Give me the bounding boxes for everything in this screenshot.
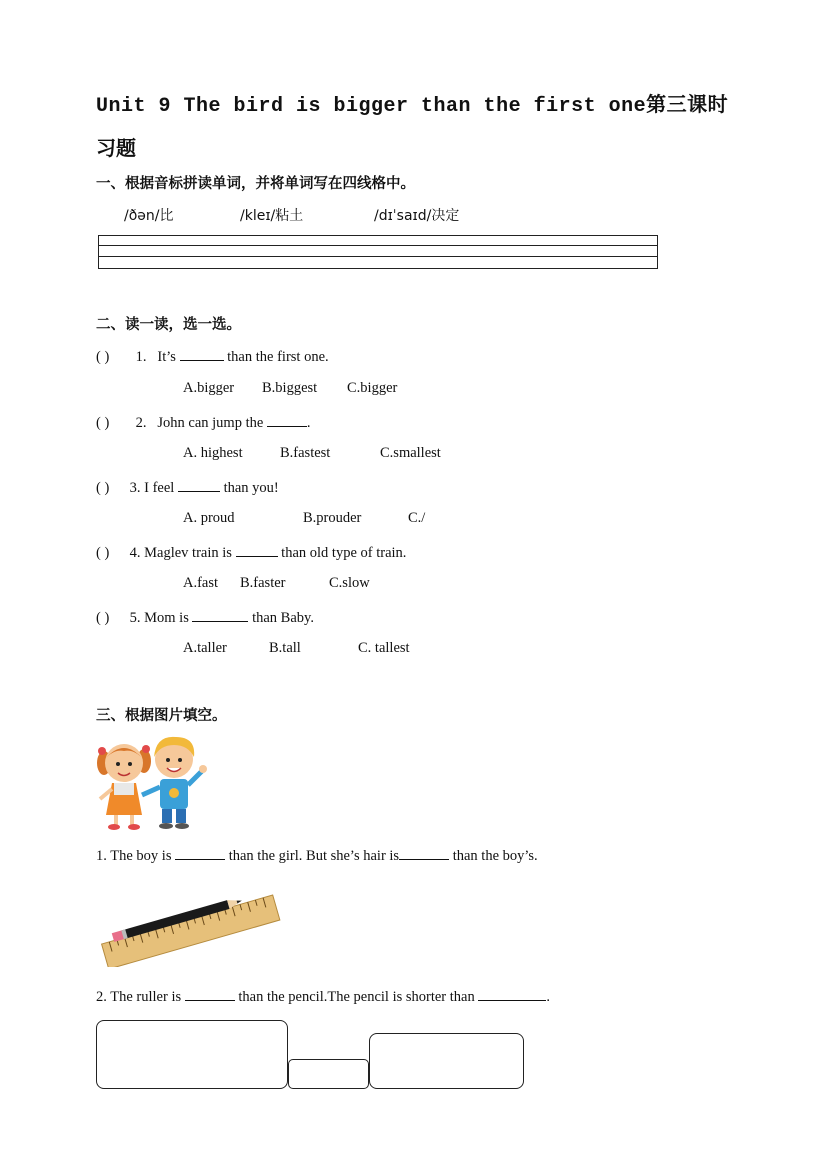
option-a[interactable]: A.bigger bbox=[183, 380, 235, 396]
title-chinese: 第三课时 bbox=[646, 92, 729, 116]
fill-question-2: 2. The ruller is than the pencil.The pencil is shorter than . bbox=[96, 986, 550, 1006]
answer-parentheses[interactable]: ( ) bbox=[96, 610, 110, 626]
answer-blank[interactable] bbox=[175, 845, 225, 860]
option-b[interactable]: B.fastest bbox=[280, 445, 331, 461]
question-4: ( ) 4. Maglev train is than old type of train. bbox=[96, 542, 406, 562]
phonetic-item: /dɪˈsaɪd/决定 bbox=[374, 208, 460, 224]
option-b[interactable]: B.faster bbox=[240, 575, 286, 591]
option-a[interactable]: A.fast bbox=[183, 575, 219, 591]
grid-left-edge bbox=[98, 235, 99, 268]
answer-parentheses[interactable]: ( ) bbox=[96, 415, 110, 431]
option-a[interactable]: A. proud bbox=[183, 510, 235, 526]
grid-right-edge bbox=[657, 235, 658, 268]
grid-line bbox=[98, 235, 658, 236]
title-continuation: 习题 bbox=[96, 136, 136, 160]
grid-line bbox=[98, 268, 658, 269]
answer-blank[interactable] bbox=[178, 477, 220, 492]
question-2: ( ) 2. John can jump the . bbox=[96, 412, 311, 432]
answer-blank[interactable] bbox=[399, 845, 449, 860]
section1-heading: 一、根据音标拼读单词，并将单词写在四线格中。 bbox=[96, 176, 415, 192]
answer-blank[interactable] bbox=[192, 607, 248, 622]
girl-figure bbox=[97, 744, 151, 830]
grid-line bbox=[98, 245, 658, 246]
answer-blank[interactable] bbox=[236, 542, 278, 557]
children-illustration bbox=[94, 733, 210, 833]
answer-blank[interactable] bbox=[180, 346, 224, 361]
phonetic-item: /kleɪ/粘土 bbox=[240, 208, 304, 224]
medium-answer-box[interactable] bbox=[369, 1033, 524, 1089]
large-answer-box[interactable] bbox=[96, 1020, 288, 1089]
answer-blank[interactable] bbox=[185, 986, 235, 1001]
option-c[interactable]: C.smallest bbox=[380, 445, 441, 461]
answer-parentheses[interactable]: ( ) bbox=[96, 349, 110, 365]
option-c[interactable]: C.slow bbox=[329, 575, 370, 591]
section2-heading: 二、读一读，选一选。 bbox=[96, 317, 241, 333]
boy-figure bbox=[142, 737, 207, 829]
answer-parentheses[interactable]: ( ) bbox=[96, 545, 110, 561]
four-line-grid[interactable] bbox=[98, 235, 658, 269]
answer-blank[interactable] bbox=[478, 986, 546, 1001]
option-c[interactable]: C. tallest bbox=[358, 640, 410, 656]
phonetic-item: /ðən/比 bbox=[124, 208, 174, 224]
option-b[interactable]: B.tall bbox=[269, 640, 301, 656]
question-1: ( ) 1. It’s than the first one. bbox=[96, 346, 329, 366]
ruler-pencil-illustration bbox=[98, 893, 284, 967]
option-b[interactable]: B.prouder bbox=[303, 510, 362, 526]
grid-line bbox=[98, 256, 658, 257]
option-c[interactable]: C./ bbox=[408, 510, 426, 526]
option-a[interactable]: A.taller bbox=[183, 640, 227, 656]
option-c[interactable]: C.bigger bbox=[347, 380, 398, 396]
answer-blank[interactable] bbox=[267, 412, 307, 427]
page-title bbox=[96, 88, 728, 118]
option-b[interactable]: B.biggest bbox=[262, 380, 318, 396]
question-5: ( ) 5. Mom is than Baby. bbox=[96, 607, 314, 627]
answer-parentheses[interactable]: ( ) bbox=[96, 480, 110, 496]
option-a[interactable]: A. highest bbox=[183, 445, 243, 461]
fill-question-1: 1. The boy is than the girl. But she’s hair is than the boy’s. bbox=[96, 845, 538, 865]
small-answer-box[interactable] bbox=[288, 1059, 369, 1089]
title-english: Unit 9 The bird is bigger than the first one bbox=[96, 95, 647, 118]
question-3: ( ) 3. I feel than you! bbox=[96, 477, 279, 497]
section3-heading: 三、根据图片填空。 bbox=[96, 708, 227, 724]
